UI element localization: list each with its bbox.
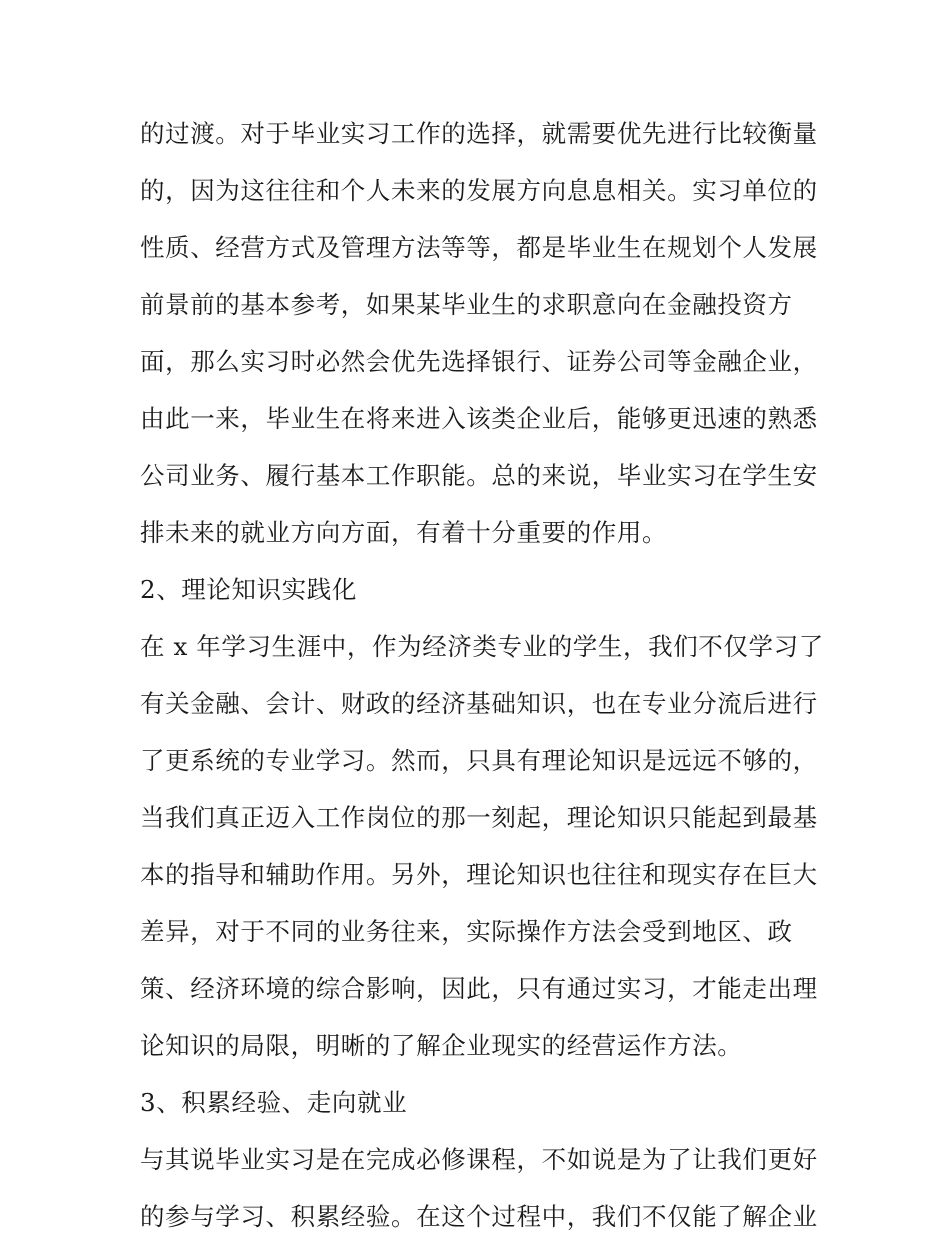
text-line: 前景前的基本参考，如果某毕业生的求职意向在金融投资方 <box>140 290 793 319</box>
text-line: 的参与学习、积累经验。在这个过程中，我们不仅能了解企业 <box>140 1202 818 1231</box>
text-line: 的过渡。对于毕业实习工作的选择，就需要优先进行比较衡量 <box>140 119 818 148</box>
section-heading: 3、积累经验、走向就业 <box>140 1088 408 1117</box>
section-heading: 2、理论知识实践化 <box>140 575 357 604</box>
text-line: 了更系统的专业学习。然而，只具有理论知识是远远不够的， <box>140 746 818 775</box>
text-line: 策、经济环境的综合影响，因此，只有通过实习，才能走出理 <box>140 974 818 1003</box>
text-line: 本的指导和辅助作用。另外，理论知识也往往和现实存在巨大 <box>140 860 818 889</box>
text-line: 差异，对于不同的业务往来，实际操作方法会受到地区、政 <box>140 917 793 946</box>
text-line: 当我们真正迈入工作岗位的那一刻起，理论知识只能起到最基 <box>140 803 818 832</box>
text-line: 与其说毕业实习是在完成必修课程，不如说是为了让我们更好 <box>140 1145 818 1174</box>
text-line: 论知识的局限，明晰的了解企业现实的经营运作方法。 <box>140 1031 743 1060</box>
text-line: 在 x 年学习生涯中，作为经济类专业的学生，我们不仅学习了 <box>140 632 824 661</box>
text-line: 的，因为这往往和个人未来的发展方向息息相关。实习单位的 <box>140 176 818 205</box>
text-line: 有关金融、会计、财政的经济基础知识，也在专业分流后进行 <box>140 689 818 718</box>
document-body <box>140 105 824 1245</box>
text-line: 公司业务、履行基本工作职能。总的来说，毕业实习在学生安 <box>140 461 818 490</box>
text-line: 由此一来，毕业生在将来进入该类企业后，能够更迅速的熟悉 <box>140 404 818 433</box>
text-line: 排未来的就业方向方面，有着十分重要的作用。 <box>140 518 668 547</box>
text-line: 面，那么实习时必然会优先选择银行、证券公司等金融企业， <box>140 347 818 376</box>
text-line: 性质、经营方式及管理方法等等，都是毕业生在规划个人发展 <box>140 233 818 262</box>
